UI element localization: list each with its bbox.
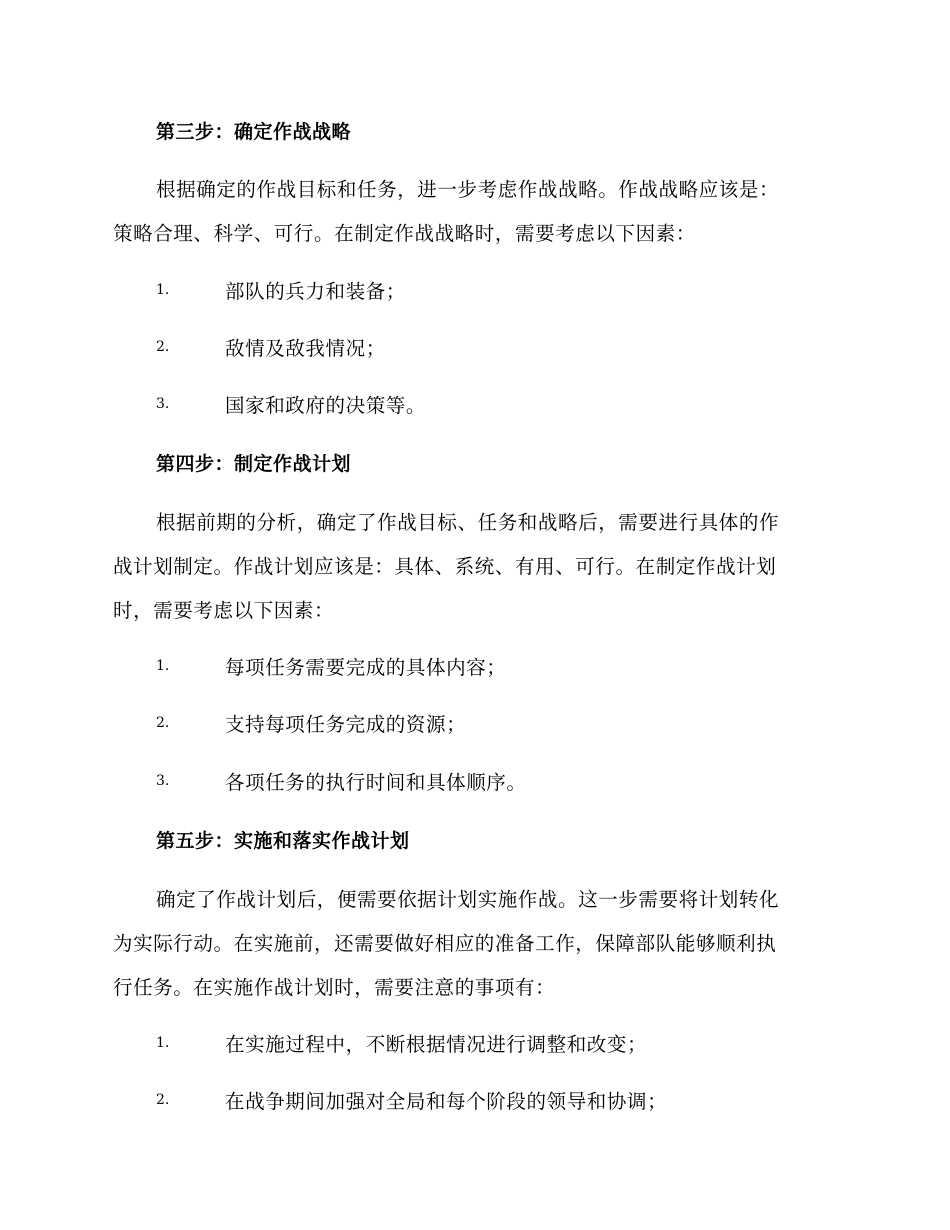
list-item: 敌情及敌我情况； bbox=[225, 337, 386, 360]
list-number: 2. bbox=[156, 339, 170, 355]
section-heading: 第三步：确定作战战略 bbox=[156, 121, 352, 143]
list-item: 各项任务的执行时间和具体顺序。 bbox=[225, 771, 527, 794]
list-item: 部队的兵力和装备； bbox=[225, 280, 406, 303]
list-number: 3. bbox=[156, 396, 170, 412]
section-heading: 第五步：实施和落实作战计划 bbox=[156, 830, 410, 852]
paragraph-line: 根据确定的作战目标和任务，进一步考虑作战战略。作战战略应该是： bbox=[156, 178, 780, 201]
list-item: 支持每项任务完成的资源； bbox=[225, 713, 467, 736]
list-item: 在实施过程中，不断根据情况进行调整和改变； bbox=[225, 1033, 648, 1056]
section-heading: 第四步：制定作战计划 bbox=[156, 453, 352, 475]
list-number: 1. bbox=[156, 1035, 170, 1051]
list-number: 1. bbox=[156, 658, 170, 674]
paragraph-line: 行任务。在实施作战计划时，需要注意的事项有： bbox=[113, 976, 556, 999]
list-number: 3. bbox=[156, 773, 170, 789]
list-item: 每项任务需要完成的具体内容； bbox=[225, 656, 507, 679]
list-number: 2. bbox=[156, 715, 170, 731]
paragraph-line: 确定了作战计划后，便需要依据计划实施作战。这一步需要将计划转化 bbox=[156, 888, 780, 911]
list-item: 国家和政府的决策等。 bbox=[225, 394, 427, 417]
paragraph-line: 根据前期的分析，确定了作战目标、任务和战略后，需要进行具体的作 bbox=[156, 511, 780, 534]
paragraph-line: 策略合理、科学、可行。在制定作战战略时，需要考虑以下因素： bbox=[113, 222, 696, 245]
list-item: 在战争期间加强对全局和每个阶段的领导和协调； bbox=[225, 1090, 668, 1113]
list-number: 1. bbox=[156, 282, 170, 298]
paragraph-line: 战计划制定。作战计划应该是：具体、系统、有用、可行。在制定作战计划 bbox=[113, 555, 777, 578]
paragraph-line: 时，需要考虑以下因素： bbox=[113, 599, 335, 622]
paragraph-line: 为实际行动。在实施前，还需要做好相应的准备工作，保障部队能够顺利执 bbox=[113, 932, 777, 955]
list-number: 2. bbox=[156, 1092, 170, 1108]
